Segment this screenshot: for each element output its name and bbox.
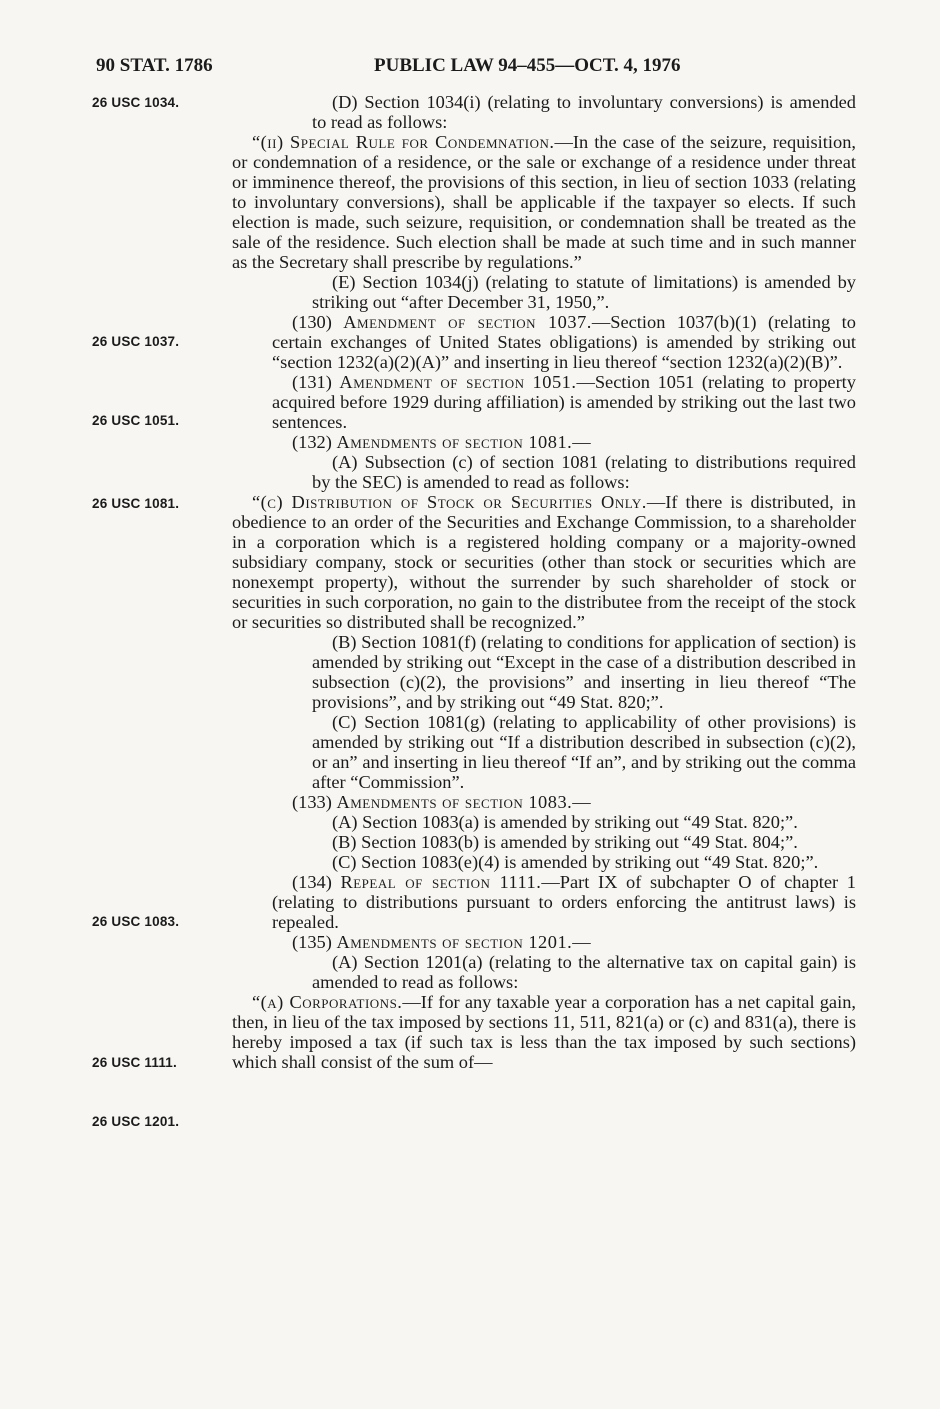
- paragraph-heading: Amendments of section 1083.: [336, 792, 573, 812]
- margin-note: 26 USC 1111.: [92, 1055, 177, 1070]
- paragraph: [232, 312, 856, 372]
- paragraph-body: —: [572, 792, 591, 812]
- paragraph-heading: Amendments of section 1201.: [336, 932, 573, 952]
- paragraph: [232, 492, 856, 632]
- paragraph: (D) Section 1034(i) (relating to involuntary conversions) is amended to read as follows:: [312, 92, 856, 132]
- paragraph-number: (134): [292, 872, 341, 892]
- paragraph-body: —Section 1051 (relating to property acquired before 1929 during affiliation) is amended by striking out the last two sentences.: [272, 372, 856, 432]
- page-title: PUBLIC LAW 94–455—OCT. 4, 1976: [374, 55, 681, 76]
- paragraph-body: —Part IX of subchapter O of chapter 1 (relating to distributions pursuant to orders enforcing the antitrust laws) is repealed.: [272, 872, 856, 932]
- margin-note: 26 USC 1034.: [92, 95, 180, 110]
- paragraph-body: —: [572, 932, 591, 952]
- paragraph-heading: Amendments of section 1081.: [336, 432, 573, 452]
- paragraph: [232, 792, 856, 812]
- paragraph: [232, 132, 856, 272]
- margin-note: 26 USC 1081.: [92, 496, 180, 511]
- paragraph-number: (132): [292, 432, 337, 452]
- paragraph-number: (133): [292, 792, 337, 812]
- paragraph: (B) Section 1083(b) is amended by striking out “49 Stat. 804;”.: [332, 832, 798, 852]
- paragraph: [232, 872, 856, 932]
- margin-note: 26 USC 1037.: [92, 334, 180, 349]
- paragraph: (C) Section 1083(e)(4) is amended by striking out “49 Stat. 820;”.: [332, 852, 819, 872]
- paragraph-heading: Amendment of section 1037.: [343, 312, 592, 332]
- paragraph-heading: “(a) Corporations.: [252, 992, 403, 1012]
- margin-note: 26 USC 1201.: [92, 1114, 180, 1129]
- paragraph-heading: “(ii) Special Rule for Condemnation.: [252, 132, 555, 152]
- page-citation: 90 STAT. 1786: [96, 55, 213, 76]
- paragraph-number: (131): [292, 372, 340, 392]
- paragraph: [232, 932, 856, 952]
- paragraph: [232, 372, 856, 432]
- paragraph: (E) Section 1034(j) (relating to statute of limitations) is amended by striking out “after December 31, 1950,”.: [312, 272, 856, 312]
- paragraph-number: (130): [292, 312, 344, 332]
- paragraph-heading: “(c) Distribution of Stock or Securities Only.: [252, 492, 647, 512]
- paragraph-body: —If there is distributed, in obedience to an order of the Securities and Exchange Commission, to a shareholder in a corporation which is a registered holding company or a majority-owned subsidiary company, stock or securities (other than stock or securities which are nonexempt property), without the surrender by such shareholder of stock or securities in such corporation, no gain to the distributee from the receipt of the stock or securities so distributed shall be recognized.”: [232, 492, 856, 632]
- paragraph-body: —Section 1037(b)(1) (relating to certain exchanges of United States obligations) is amended by striking out “section 1232(a)(2)(A)” and inserting in lieu thereof “section 1232(a)(2)(B)”.: [272, 312, 856, 372]
- paragraph-heading: Amendment of section 1051.: [339, 372, 577, 392]
- paragraph: (A) Section 1083(a) is amended by striking out “49 Stat. 820;”.: [332, 812, 798, 832]
- paragraph-body: —: [572, 432, 591, 452]
- paragraph: (C) Section 1081(g) (relating to applicability of other provisions) is amended by striking out “If a distribution described in subsection (c)(2), or an” and inserting in lieu thereof “If an”, and by striking out the comma after “Commission”.: [312, 712, 856, 792]
- margin-note: 26 USC 1051.: [92, 413, 180, 428]
- paragraph-body: —In the case of the seizure, requisition, or condemnation of a residence, or the sale or exchange of a residence under threat or imminence thereof, the provisions of this section, in lieu of section 1033 (relating to involuntary conversions), shall be applicable if the taxpayer so elects. If such election is made, such seizure, requisition, or condemnation shall be treated as the sale of the residence. Such election shall be made at such time and in such manner as the Secretary shall prescribe by regulations.”: [232, 132, 856, 272]
- margin-note: 26 USC 1083.: [92, 914, 180, 929]
- paragraph: (B) Section 1081(f) (relating to conditions for application of section) is amended by striking out “Except in the case of a distribution described in subsection (c)(2), the provisions” and inserting in lieu thereof “The provisions”, and by striking out “49 Stat. 820;”.: [312, 632, 856, 712]
- paragraph-body: —If for any taxable year a corporation has a net capital gain, then, in lieu of the tax imposed by sections 11, 511, 821(a) or (c) and 831(a), there is hereby imposed a tax (if such tax is less than the tax imposed by such sections) which shall consist of the sum of—: [232, 992, 856, 1072]
- paragraph: [232, 432, 856, 452]
- paragraph: [232, 992, 856, 1072]
- paragraph: (A) Subsection (c) of section 1081 (relating to distributions required by the SEC) is amended to read as follows:: [312, 452, 856, 492]
- body-text: [232, 92, 856, 1072]
- paragraph-heading: Repeal of section 1111.: [340, 872, 542, 892]
- paragraph-number: (135): [292, 932, 337, 952]
- paragraph: (A) Section 1201(a) (relating to the alternative tax on capital gain) is amended to read as follows:: [312, 952, 856, 992]
